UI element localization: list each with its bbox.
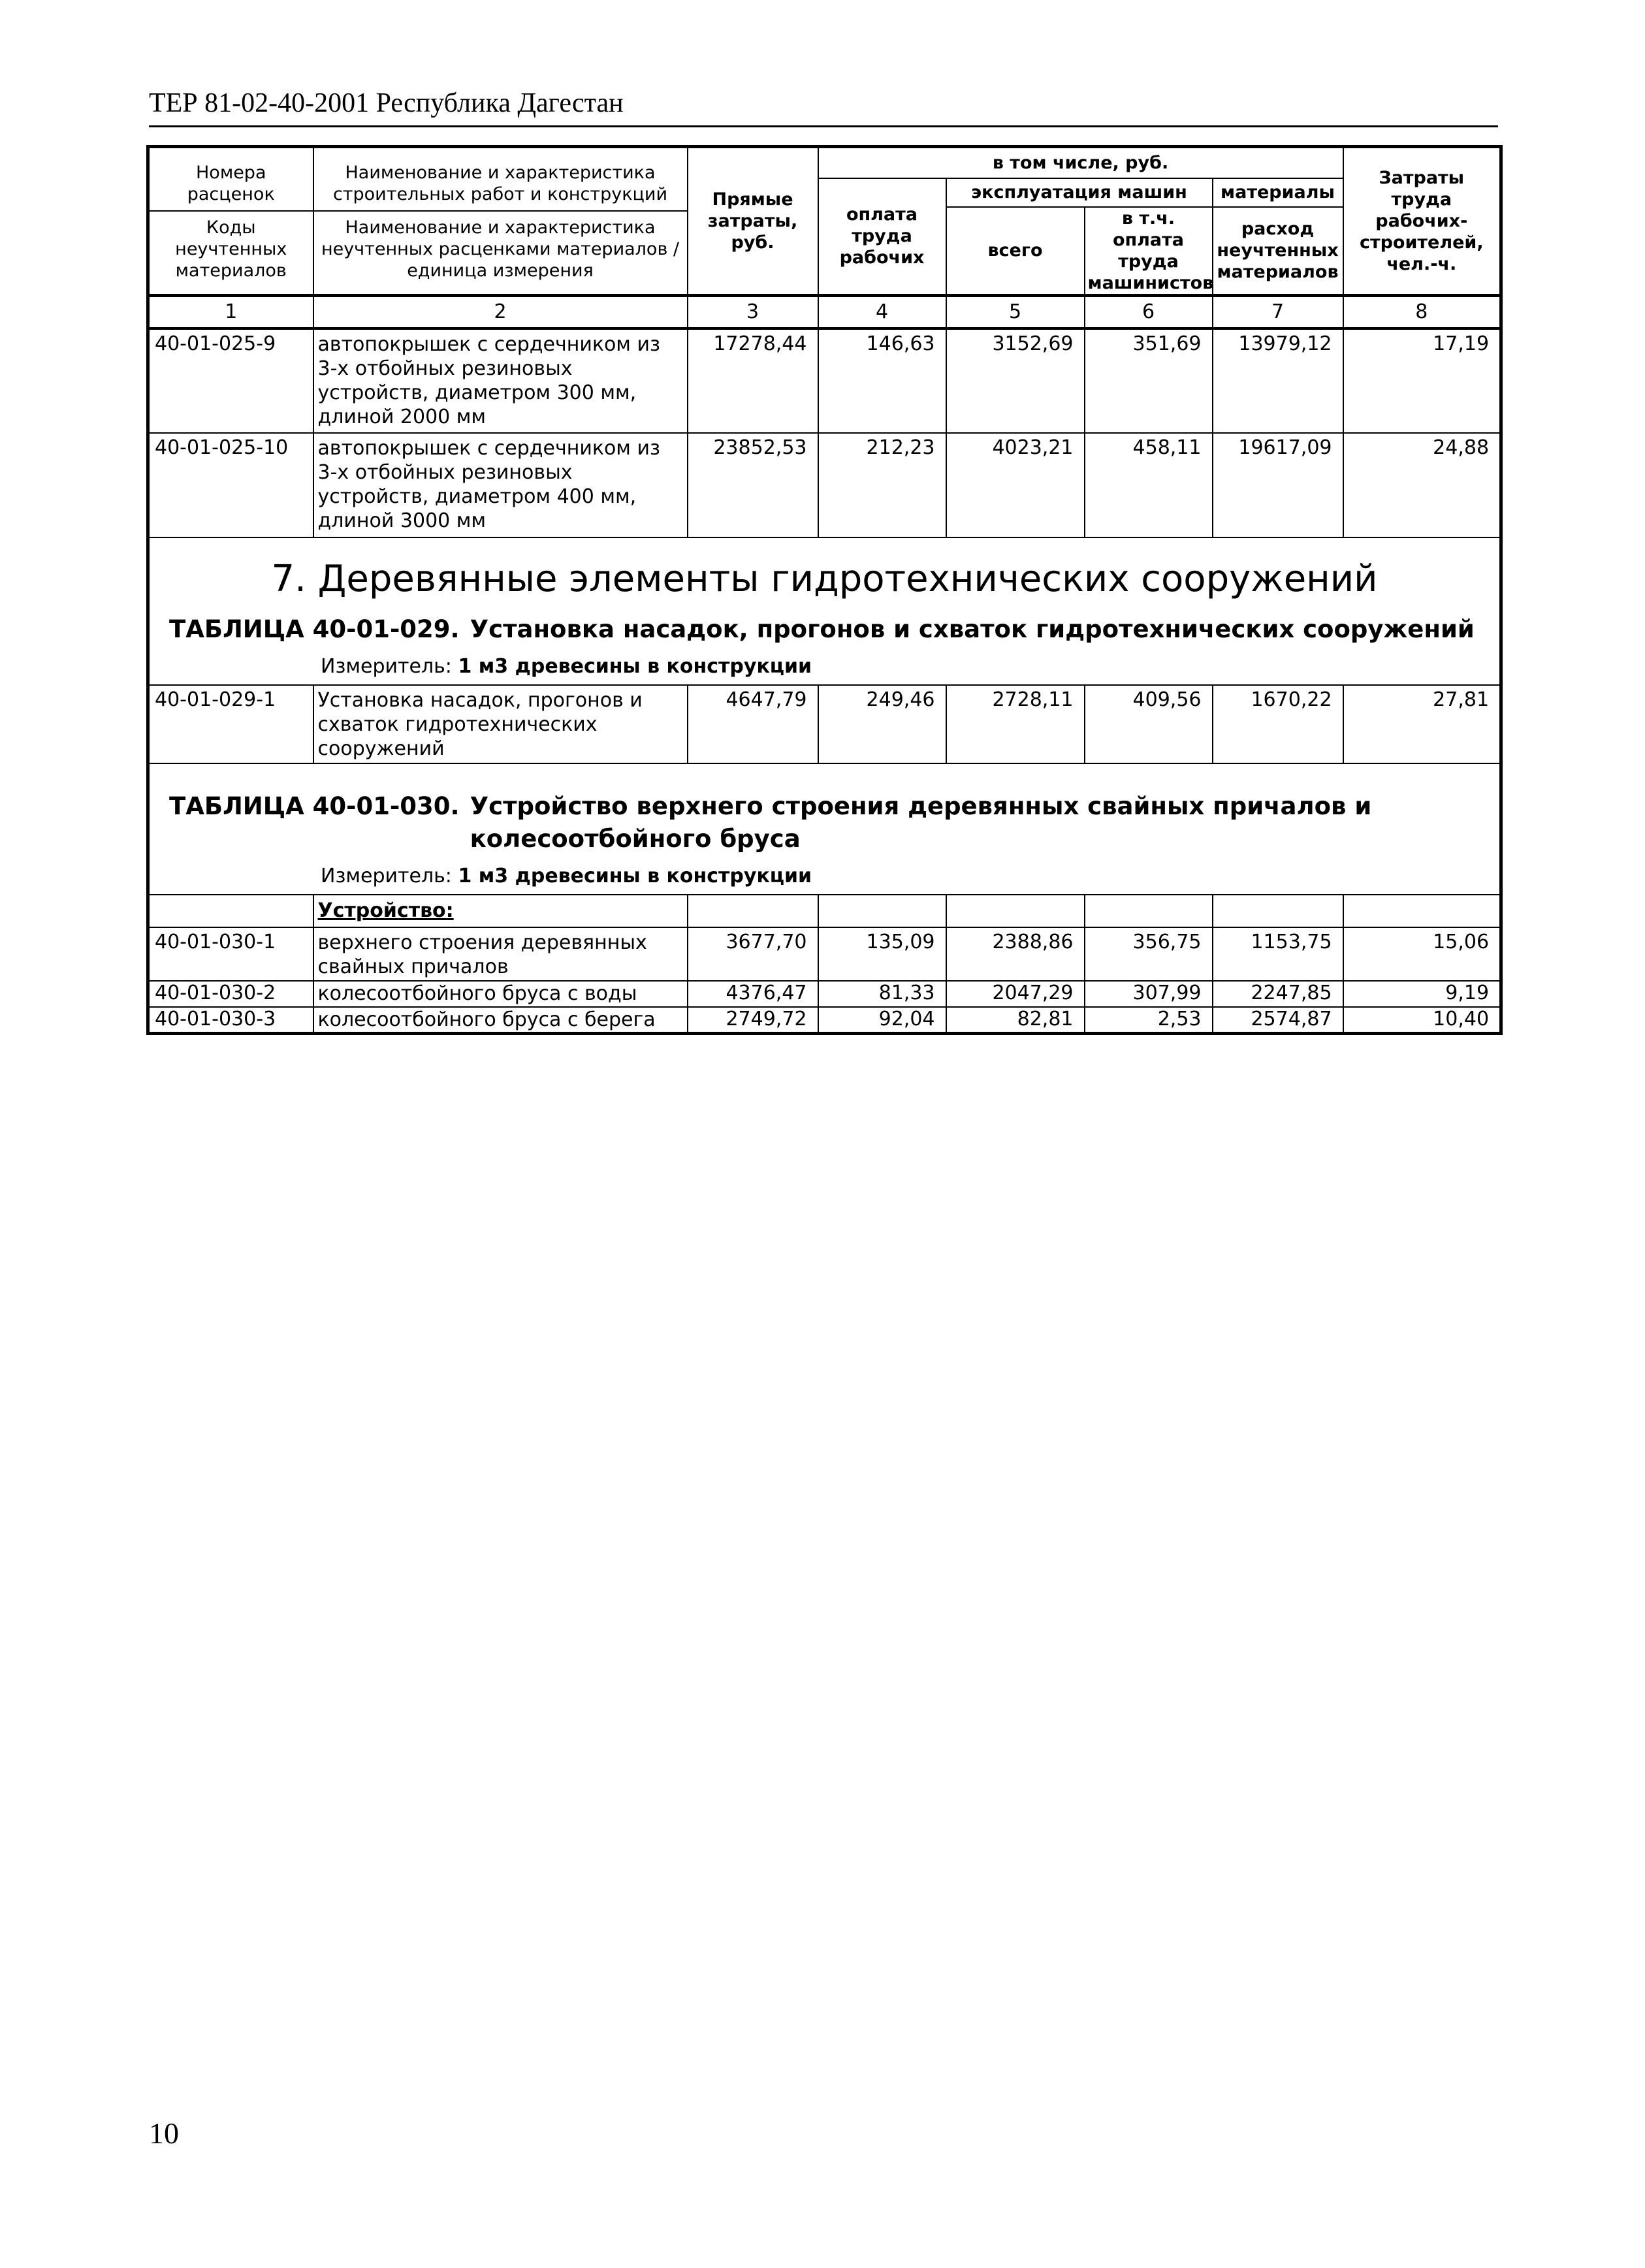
labor-hours: 9,19 — [1343, 981, 1501, 1007]
table-029-name: Установка насадок, прогонов и схваток гидротехнических сооружений — [470, 615, 1475, 643]
machinists-pay: 356,75 — [1085, 927, 1213, 981]
machines-total: 4023,21 — [946, 433, 1085, 537]
table-029-meter — [150, 646, 1499, 684]
machinists-pay: 2,53 — [1085, 1007, 1213, 1034]
labor-hours: 17,19 — [1343, 328, 1501, 433]
machines-total: 2388,86 — [946, 927, 1085, 981]
materials: 13979,12 — [1213, 328, 1343, 433]
rate-name: верхнего строения деревянных свайных причалов — [313, 927, 688, 981]
header-col1-top: Номера расценок — [150, 158, 313, 212]
column-number: 4 — [818, 295, 946, 328]
section-title: 7. Деревянные элементы гидротехнических сооружений — [271, 557, 1378, 600]
workers-pay: 135,09 — [818, 927, 946, 981]
rate-name: автопокрышек с сердечником из 3-х отбойных резиновых устройств, диаметром 400 мм, длиной 3000 мм — [313, 433, 688, 537]
header-labor-hours: Затраты труда рабочих-строителей, чел.-ч. — [1343, 147, 1501, 296]
labor-hours: 10,40 — [1343, 1007, 1501, 1034]
column-number: 7 — [1213, 295, 1343, 328]
table-030-title — [150, 764, 1499, 855]
header-group-materials: материалы — [1213, 178, 1343, 207]
labor-hours: 27,81 — [1343, 685, 1501, 763]
workers-pay: 212,23 — [818, 433, 946, 537]
table-row — [148, 433, 1501, 537]
materials: 2247,85 — [1213, 981, 1343, 1007]
rate-code: 40-01-030-3 — [148, 1007, 313, 1034]
header-col1 — [148, 147, 313, 296]
header-machinists-pay: в т.ч. оплата труда машинистов — [1085, 207, 1213, 296]
header-direct-costs: Прямые затраты, руб. — [688, 147, 818, 296]
header-col1-bottom: Коды неучтенных материалов — [175, 217, 287, 281]
materials: 19617,09 — [1213, 433, 1343, 537]
rate-name: колесоотбойного бруса с берега — [313, 1007, 688, 1034]
machines-total: 82,81 — [946, 1007, 1085, 1034]
column-number: 8 — [1343, 295, 1501, 328]
machines-total: 2047,29 — [946, 981, 1085, 1007]
meter-value: 1 м3 древесины в конструкции — [458, 864, 812, 887]
header-col2-top: Наименование и характеристика строительных работ и конструкций — [314, 158, 687, 212]
subheading: Устройство: — [313, 895, 688, 927]
materials: 2574,87 — [1213, 1007, 1343, 1034]
document-header-title: ТЕР 81-02-40-2001 Республика Дагестан — [149, 88, 624, 118]
rate-name: Установка насадок, прогонов и схваток гидротехнических сооружений — [313, 685, 688, 763]
rate-code: 40-01-030-1 — [148, 927, 313, 981]
workers-pay: 81,33 — [818, 981, 946, 1007]
materials: 1670,22 — [1213, 685, 1343, 763]
direct-costs: 3677,70 — [688, 927, 818, 981]
direct-costs: 4647,79 — [688, 685, 818, 763]
meter-value: 1 м3 древесины в конструкции — [458, 654, 812, 678]
meter-prefix: Измеритель: — [321, 864, 452, 887]
materials: 1153,75 — [1213, 927, 1343, 981]
machinists-pay: 351,69 — [1085, 328, 1213, 433]
workers-pay: 92,04 — [818, 1007, 946, 1034]
rate-code: 40-01-030-2 — [148, 981, 313, 1007]
header-group-including: в том числе, руб. — [818, 147, 1343, 178]
direct-costs: 2749,72 — [688, 1007, 818, 1034]
header-workers-pay: оплата труда рабочих — [818, 178, 946, 296]
header-machines-total: всего — [946, 207, 1085, 296]
meter-prefix: Измеритель: — [321, 654, 452, 678]
table-row — [148, 927, 1501, 981]
header-unaccounted-materials: расход неучтенных материалов — [1213, 207, 1343, 296]
table-029-label: ТАБЛИЦА 40-01-029. — [169, 615, 460, 643]
rate-name: колесоотбойного бруса с воды — [313, 981, 688, 1007]
rate-code: 40-01-029-1 — [148, 685, 313, 763]
section-heading-row — [148, 537, 1501, 685]
workers-pay: 146,63 — [818, 328, 946, 433]
column-number: 6 — [1085, 295, 1213, 328]
machines-total: 2728,11 — [946, 685, 1085, 763]
table-row — [148, 981, 1501, 1007]
column-number: 3 — [688, 295, 818, 328]
table-row — [148, 328, 1501, 433]
labor-hours: 24,88 — [1343, 433, 1501, 537]
direct-costs: 4376,47 — [688, 981, 818, 1007]
workers-pay: 249,46 — [818, 685, 946, 763]
table-030-heading-row — [148, 763, 1501, 895]
rates-table — [146, 145, 1503, 1035]
table-030-name: Устройство верхнего строения деревянных свайных причалов и колесоотбойного бруса — [470, 791, 1372, 853]
rate-name: автопокрышек с сердечником из 3-х отбойных резиновых устройств, диаметром 300 мм, длиной 2000 мм — [313, 328, 688, 433]
column-number: 2 — [313, 295, 688, 328]
table-030-meter — [150, 855, 1499, 894]
machinists-pay: 307,99 — [1085, 981, 1213, 1007]
table-row — [148, 1007, 1501, 1034]
column-number: 1 — [148, 295, 313, 328]
header-divider — [149, 125, 1498, 127]
table-029-title — [150, 613, 1499, 646]
direct-costs: 23852,53 — [688, 433, 818, 537]
page-number: 10 — [149, 2116, 179, 2150]
table-row — [148, 685, 1501, 763]
rate-code: 40-01-025-10 — [148, 433, 313, 537]
header-col2-bottom: Наименование и характеристика неучтенных расценками материалов / единица измерения — [321, 217, 680, 281]
subheading-row — [148, 895, 1501, 927]
table-030-label: ТАБЛИЦА 40-01-030. — [169, 791, 460, 820]
header-col2 — [313, 147, 688, 296]
column-numbers-row — [148, 295, 1501, 328]
machinists-pay: 409,56 — [1085, 685, 1213, 763]
column-number: 5 — [946, 295, 1085, 328]
labor-hours: 15,06 — [1343, 927, 1501, 981]
machines-total: 3152,69 — [946, 328, 1085, 433]
machinists-pay: 458,11 — [1085, 433, 1213, 537]
header-group-machines: эксплуатация машин — [946, 178, 1213, 207]
rate-code: 40-01-025-9 — [148, 328, 313, 433]
direct-costs: 17278,44 — [688, 328, 818, 433]
